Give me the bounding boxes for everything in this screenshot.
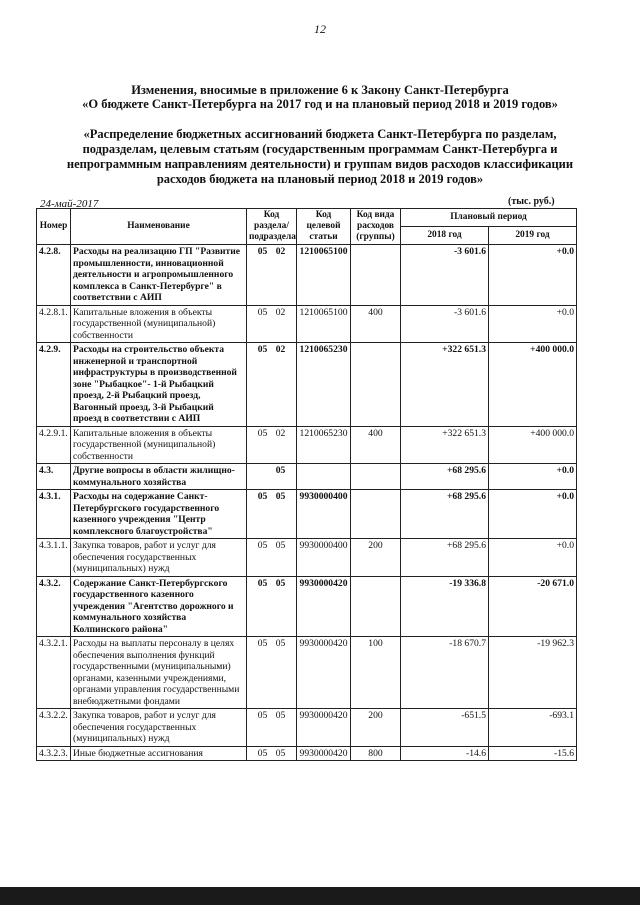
row-number: 4.3. bbox=[37, 464, 71, 490]
row-section-code bbox=[247, 637, 297, 709]
section-code: 05 bbox=[257, 638, 268, 649]
table-body bbox=[37, 245, 577, 761]
row-type-code bbox=[351, 464, 401, 490]
row-type-code: 100 bbox=[351, 637, 401, 709]
subsection-code: 05 bbox=[275, 638, 286, 649]
row-target-code: 9930000420 bbox=[297, 746, 351, 761]
units-label: (тыс. руб.) bbox=[508, 196, 555, 207]
row-type-code: 400 bbox=[351, 305, 401, 343]
header-section: Код раздела/ подраздела bbox=[247, 209, 297, 245]
row-name: Расходы на строительство объекта инженерной и транспортной инфраструктуры в производственной зоне "Рыбацкое"- 1-й Рыбацкий проезд, 2-й Рыбацкий проезд, Вагонный проезд, 3-й Рыбацкий проезд в соответствии с АИП bbox=[71, 343, 247, 427]
row-amount-2019: +0.0 bbox=[489, 490, 577, 539]
table-header-row bbox=[37, 209, 577, 227]
row-number: 4.3.1. bbox=[37, 490, 71, 539]
table-row bbox=[37, 490, 577, 539]
header-year-2019: 2019 год bbox=[489, 227, 577, 245]
header-year-2018: 2018 год bbox=[401, 227, 489, 245]
row-section-code bbox=[247, 245, 297, 306]
table-row bbox=[37, 305, 577, 343]
table-row bbox=[37, 539, 577, 577]
subsection-code: 05 bbox=[275, 491, 286, 502]
row-amount-2019: -20 671.0 bbox=[489, 576, 577, 637]
row-amount-2018: +68 295.6 bbox=[401, 464, 489, 490]
row-number: 4.3.2.3. bbox=[37, 746, 71, 761]
subsection-code: 05 bbox=[275, 577, 286, 589]
row-section-code bbox=[247, 539, 297, 577]
row-number: 4.2.8. bbox=[37, 245, 71, 306]
row-target-code: 1210065230 bbox=[297, 426, 351, 464]
row-amount-2018: +68 295.6 bbox=[401, 539, 489, 577]
row-type-code bbox=[351, 576, 401, 637]
row-name: Расходы на реализацию ГП "Развитие промышленности, инновационной деятельности и агропромышленного комплекса в Санкт-Петербурге" в соответствии с АИП bbox=[71, 245, 247, 306]
row-section-code bbox=[247, 490, 297, 539]
document-title-line-1: Изменения, вносимые в приложение 6 к Закону Санкт-Петербурга bbox=[131, 83, 509, 97]
row-number: 4.3.2.1. bbox=[37, 637, 71, 709]
row-name: Закупка товаров, работ и услуг для обеспечения государственных (муниципальных) нужд bbox=[71, 539, 247, 577]
budget-table bbox=[36, 208, 577, 761]
row-name: Капитальные вложения в объекты государственной (муниципальной) собственности bbox=[71, 426, 247, 464]
section-code: 05 bbox=[257, 427, 268, 439]
row-amount-2019: -19 962.3 bbox=[489, 637, 577, 709]
row-amount-2019: +0.0 bbox=[489, 464, 577, 490]
row-amount-2019: +0.0 bbox=[489, 245, 577, 306]
scan-bottom-edge bbox=[0, 887, 640, 905]
subsection-code: 05 bbox=[275, 710, 286, 721]
row-name: Расходы на содержание Санкт-Петербургского государственного казенного учреждения "Центр комплексного благоустройства" bbox=[71, 490, 247, 539]
subsection-code: 05 bbox=[275, 747, 286, 759]
section-code: 05 bbox=[257, 491, 268, 502]
row-name: Иные бюджетные ассигнования bbox=[71, 746, 247, 761]
section-code: 05 bbox=[257, 577, 268, 589]
row-amount-2019: +0.0 bbox=[489, 305, 577, 343]
row-amount-2018: -19 336.8 bbox=[401, 576, 489, 637]
row-section-code bbox=[247, 576, 297, 637]
row-type-code bbox=[351, 343, 401, 427]
row-type-code: 400 bbox=[351, 426, 401, 464]
table-row bbox=[37, 709, 577, 747]
row-amount-2018: -3 601.6 bbox=[401, 245, 489, 306]
row-name: Другие вопросы в области жилищно-коммунального хозяйства bbox=[71, 464, 247, 490]
row-name: Содержание Санкт-Петербургского государственного казенного учреждения "Агентство дорожного и коммунального хозяйства Колпинского района" bbox=[71, 576, 247, 637]
header-target: Код целевой статьи bbox=[297, 209, 351, 245]
document-subtitle: «Распределение бюджетных ассигнований бюджета Санкт-Петербурга по разделам, подразделам, целевым статьям (государственным программам Санкт-Петербурга и непрограммным направлениям деятельности) и группам видов расходов классификации расходов бюджета на плановый период 2018 и 2019 годов» bbox=[66, 127, 574, 186]
row-amount-2019: +400 000.0 bbox=[489, 426, 577, 464]
row-amount-2018: +322 651.3 bbox=[401, 343, 489, 427]
row-number: 4.3.2.2. bbox=[37, 709, 71, 747]
subsection-code: 05 bbox=[275, 465, 286, 476]
row-amount-2018: -14.6 bbox=[401, 746, 489, 761]
row-amount-2018: -18 670.7 bbox=[401, 637, 489, 709]
row-amount-2019: +0.0 bbox=[489, 539, 577, 577]
subsection-code: 02 bbox=[275, 246, 286, 257]
row-type-code: 800 bbox=[351, 746, 401, 761]
header-number: Номер bbox=[37, 209, 71, 245]
row-type-code bbox=[351, 245, 401, 306]
header-name: Наименование bbox=[71, 209, 247, 245]
section-code: 05 bbox=[257, 540, 268, 551]
section-code: 05 bbox=[257, 246, 268, 257]
row-amount-2018: +322 651.3 bbox=[401, 426, 489, 464]
row-amount-2019: -15.6 bbox=[489, 746, 577, 761]
row-amount-2018: -3 601.6 bbox=[401, 305, 489, 343]
row-number: 4.2.9. bbox=[37, 343, 71, 427]
table-row bbox=[37, 245, 577, 306]
section-code: 05 bbox=[257, 747, 268, 759]
table-row bbox=[37, 746, 577, 761]
section-code: 05 bbox=[257, 306, 268, 318]
row-section-code bbox=[247, 746, 297, 761]
table-row bbox=[37, 343, 577, 427]
table-row bbox=[37, 576, 577, 637]
row-target-code: 1210065100 bbox=[297, 305, 351, 343]
table-row bbox=[37, 426, 577, 464]
header-type: Код вида расходов (группы) bbox=[351, 209, 401, 245]
subsection-code: 02 bbox=[275, 427, 286, 439]
row-section-code bbox=[247, 464, 297, 490]
section-code: 05 bbox=[257, 710, 268, 721]
subsection-code: 02 bbox=[275, 344, 286, 355]
row-section-code bbox=[247, 709, 297, 747]
row-amount-2019: -693.1 bbox=[489, 709, 577, 747]
row-type-code: 200 bbox=[351, 709, 401, 747]
row-target-code: 9930000420 bbox=[297, 637, 351, 709]
row-target-code: 9930000420 bbox=[297, 576, 351, 637]
document-title-line-2: «О бюджете Санкт-Петербурга на 2017 год и на плановый период 2018 и 2019 годов» bbox=[82, 97, 558, 111]
row-number: 4.2.8.1. bbox=[37, 305, 71, 343]
row-amount-2019: +400 000.0 bbox=[489, 343, 577, 427]
row-amount-2018: -651.5 bbox=[401, 709, 489, 747]
table-row bbox=[37, 637, 577, 709]
row-section-code bbox=[247, 305, 297, 343]
header-planned: Плановый период bbox=[401, 209, 577, 227]
page-number: 12 bbox=[314, 22, 326, 36]
row-number: 4.3.1.1. bbox=[37, 539, 71, 577]
row-name: Капитальные вложения в объекты государственной (муниципальной) собственности bbox=[71, 305, 247, 343]
subsection-code: 02 bbox=[275, 306, 286, 318]
row-target-code bbox=[297, 464, 351, 490]
row-type-code: 200 bbox=[351, 539, 401, 577]
row-target-code: 9930000420 bbox=[297, 709, 351, 747]
row-type-code bbox=[351, 490, 401, 539]
row-target-code: 1210065100 bbox=[297, 245, 351, 306]
row-name: Закупка товаров, работ и услуг для обеспечения государственных (муниципальных) нужд bbox=[71, 709, 247, 747]
subsection-code: 05 bbox=[275, 540, 286, 551]
table-row bbox=[37, 464, 577, 490]
row-section-code bbox=[247, 426, 297, 464]
document-date: 24-май-2017 bbox=[40, 198, 99, 210]
row-name: Расходы на выплаты персоналу в целях обеспечения выполнения функций государственными (муниципальными) органами, казенными учреждениями, органами управления государственными внебюджетными фондами bbox=[71, 637, 247, 709]
row-number: 4.3.2. bbox=[37, 576, 71, 637]
row-target-code: 9930000400 bbox=[297, 490, 351, 539]
row-target-code: 9930000400 bbox=[297, 539, 351, 577]
row-number: 4.2.9.1. bbox=[37, 426, 71, 464]
row-amount-2018: +68 295.6 bbox=[401, 490, 489, 539]
row-target-code: 1210065230 bbox=[297, 343, 351, 427]
row-section-code bbox=[247, 343, 297, 427]
section-code: 05 bbox=[257, 344, 268, 355]
